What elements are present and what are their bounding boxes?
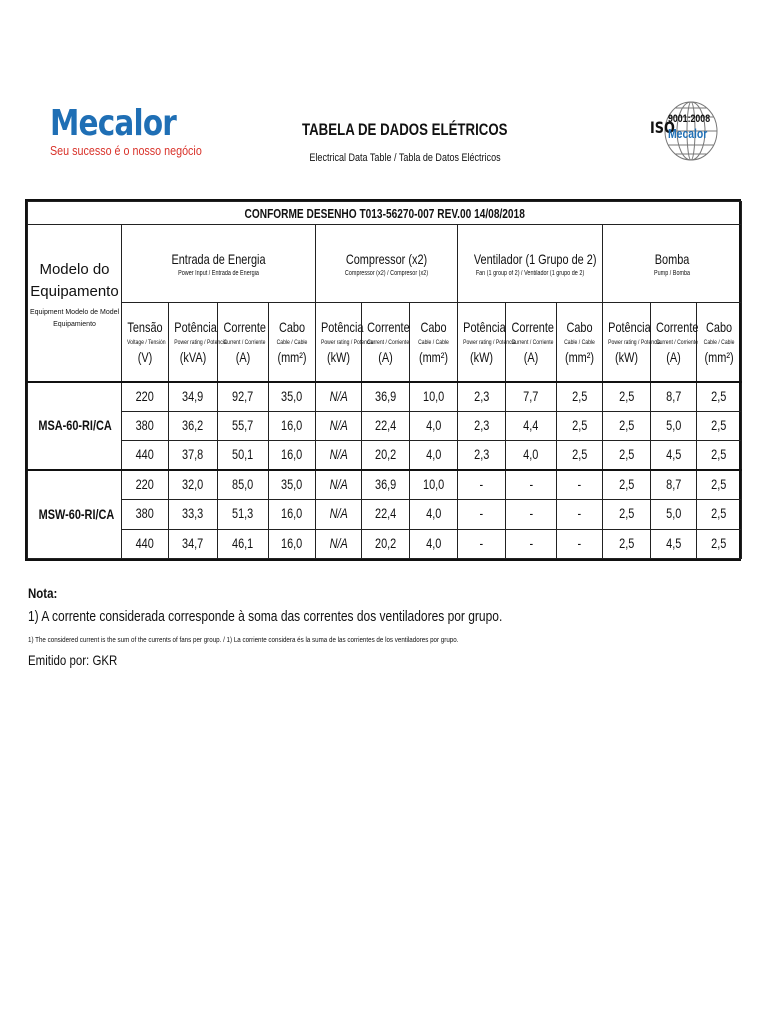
table-cell: 5,0 bbox=[651, 411, 697, 440]
table-cell: 35,0 bbox=[269, 470, 316, 499]
table-cell: 20,2 bbox=[362, 529, 410, 558]
table-row bbox=[28, 529, 742, 558]
column-label: Tensão bbox=[127, 319, 163, 336]
table-cell: 220 bbox=[122, 382, 169, 411]
column-unit: (kW) bbox=[326, 349, 351, 366]
table-cell: 36,9 bbox=[362, 470, 410, 499]
column-unit: (kW) bbox=[469, 349, 494, 366]
table-row bbox=[28, 411, 742, 440]
mecalor-logo bbox=[50, 103, 220, 166]
column-header bbox=[169, 303, 227, 382]
brand-slogan: Seu sucesso é o nosso negócio bbox=[50, 144, 202, 158]
table-cell: 2,5 bbox=[697, 470, 742, 499]
column-header bbox=[316, 303, 374, 382]
table-cell: - bbox=[506, 500, 557, 529]
column-label: Potência bbox=[320, 319, 364, 336]
table-cell: 2,5 bbox=[697, 529, 742, 558]
column-label: Corrente bbox=[655, 319, 699, 336]
document-title-block bbox=[250, 120, 560, 164]
column-header bbox=[506, 303, 557, 382]
brand-name: Mecalor bbox=[50, 103, 177, 144]
table-cell: 2,5 bbox=[697, 411, 742, 440]
column-sublabel: Current / Corriente bbox=[223, 339, 266, 347]
table-cell: 2,5 bbox=[697, 382, 742, 411]
table-cell: 22,4 bbox=[362, 411, 410, 440]
column-label: Cabo bbox=[278, 319, 306, 336]
table-cell: 20,2 bbox=[362, 441, 410, 470]
table-cell: 22,4 bbox=[362, 500, 410, 529]
table-cell: 2,5 bbox=[557, 382, 603, 411]
table-cell: 8,7 bbox=[651, 470, 697, 499]
table-cell: 55,7 bbox=[218, 411, 269, 440]
table-cell: - bbox=[506, 470, 557, 499]
column-header bbox=[603, 303, 661, 382]
table-cell: 7,7 bbox=[506, 382, 557, 411]
table-cell: 4,0 bbox=[410, 441, 458, 470]
table-cell: 2,5 bbox=[697, 441, 742, 470]
column-unit: (V) bbox=[137, 349, 153, 366]
table-cell: 2,5 bbox=[603, 441, 651, 470]
column-header bbox=[458, 303, 516, 382]
table-cell: 440 bbox=[122, 529, 169, 558]
column-sublabel: Cable / Cable bbox=[564, 339, 595, 347]
group-compressor: Compressor (x2) Compressor (x2) / Compresor (x2) bbox=[316, 225, 458, 303]
table-cell: 85,0 bbox=[218, 470, 269, 499]
table-cell: 2,5 bbox=[603, 411, 651, 440]
iso-certification-badge bbox=[650, 100, 722, 162]
table-cell: N/A bbox=[316, 441, 362, 470]
table-cell: N/A bbox=[316, 470, 362, 499]
document-subtitle: Electrical Data Table / Tabla de Datos Eléctricos bbox=[309, 152, 501, 164]
column-sublabel: Voltage / Tensión bbox=[127, 339, 166, 347]
table-cell: 46,1 bbox=[218, 529, 269, 558]
column-sublabel: Cable / Cable bbox=[276, 339, 308, 347]
table-cell: 8,7 bbox=[651, 382, 697, 411]
table-cell: 4,4 bbox=[506, 411, 557, 440]
column-sublabel: Current / Corriente bbox=[511, 339, 554, 347]
table-cell: 33,3 bbox=[169, 500, 218, 529]
column-unit: (A) bbox=[235, 349, 251, 366]
table-cell: 10,0 bbox=[410, 470, 458, 499]
column-unit: (mm²) bbox=[418, 349, 449, 366]
table-cell: 4,0 bbox=[410, 529, 458, 558]
column-label: Potência bbox=[463, 319, 506, 336]
column-label: Corrente bbox=[511, 319, 554, 336]
table-cell: - bbox=[506, 529, 557, 558]
column-unit: (kW) bbox=[614, 349, 639, 366]
column-unit: (kVA) bbox=[179, 349, 207, 366]
note-line-pt: 1) A corrente considerada corresponde à soma das correntes dos ventiladores por grupo. bbox=[28, 608, 503, 625]
table-cell: 34,9 bbox=[169, 382, 218, 411]
table-cell: 36,2 bbox=[169, 411, 218, 440]
column-header bbox=[557, 303, 603, 382]
table-cell: 4,0 bbox=[410, 500, 458, 529]
table-cell: 2,5 bbox=[603, 382, 651, 411]
iso-brand: Mecalor bbox=[668, 126, 708, 141]
issued-by: Emitido por: GKR bbox=[28, 652, 118, 668]
electrical-data-table bbox=[25, 199, 741, 561]
table-cell: 37,8 bbox=[169, 441, 218, 470]
table-cell: 16,0 bbox=[269, 441, 316, 470]
table-cell: 5,0 bbox=[651, 500, 697, 529]
table-cell: 36,9 bbox=[362, 382, 410, 411]
table-row bbox=[28, 500, 742, 529]
column-header bbox=[269, 303, 316, 382]
column-unit: (mm²) bbox=[277, 349, 307, 366]
column-unit: (A) bbox=[378, 349, 393, 366]
table-cell: 10,0 bbox=[410, 382, 458, 411]
column-label: Cabo bbox=[705, 319, 733, 336]
table-cell: 2,5 bbox=[603, 500, 651, 529]
table-cell: 4,5 bbox=[651, 441, 697, 470]
table-cell: 16,0 bbox=[269, 411, 316, 440]
table-cell: - bbox=[557, 500, 603, 529]
table-cell: 92,7 bbox=[218, 382, 269, 411]
model-header: Modelo do Equipamento Equipment Modelo de Model Equipamiento bbox=[28, 225, 122, 382]
table-cell: 2,3 bbox=[458, 441, 506, 470]
column-unit: (mm²) bbox=[564, 349, 595, 366]
group-fan: Ventilador (1 Grupo de 2) Fan (1 group of 2) / Ventilador (1 grupo de 2) bbox=[458, 225, 603, 303]
table-cell: - bbox=[557, 470, 603, 499]
column-sublabel: Cable / Cable bbox=[703, 339, 735, 347]
note-line-en-es: 1) The considered current is the sum of the currents of fans per group. / 1) La corriente considera és la suma de las corrientes de los ventiladores por grupo. bbox=[28, 635, 459, 644]
iso-label: ISO bbox=[650, 118, 675, 137]
table-row bbox=[28, 441, 742, 470]
table-cell: 2,5 bbox=[557, 411, 603, 440]
document-title: TABELA DE DADOS ELÉTRICOS bbox=[302, 120, 508, 139]
model-name: MSW-60-RI/CA bbox=[28, 470, 122, 558]
drawing-reference: CONFORME DESENHO T013-56270-007 REV.00 14/08/2018 bbox=[28, 202, 742, 225]
column-header bbox=[410, 303, 458, 382]
column-label: Corrente bbox=[367, 319, 410, 336]
table-cell: 35,0 bbox=[269, 382, 316, 411]
column-sublabel: Current / Corriente bbox=[367, 339, 410, 347]
column-label: Corrente bbox=[223, 319, 266, 336]
table-cell: - bbox=[557, 529, 603, 558]
table-cell: 4,0 bbox=[506, 441, 557, 470]
table-cell: 2,3 bbox=[458, 382, 506, 411]
table-cell: - bbox=[458, 500, 506, 529]
table-cell: 2,5 bbox=[557, 441, 603, 470]
column-sublabel: Current / Corriente bbox=[655, 339, 698, 347]
notes-title: Nota: bbox=[28, 585, 58, 601]
notes-section bbox=[28, 585, 748, 668]
column-header bbox=[218, 303, 269, 382]
table-cell: 2,5 bbox=[603, 470, 651, 499]
column-unit: (A) bbox=[523, 349, 539, 366]
table-cell: 2,3 bbox=[458, 411, 506, 440]
table-cell: 380 bbox=[122, 500, 169, 529]
model-name: MSA-60-RI/CA bbox=[28, 382, 122, 470]
column-sublabel: Power rating / Potencia bbox=[320, 339, 374, 347]
column-sublabel: Power rating / Potencia bbox=[174, 339, 227, 347]
table-row bbox=[28, 470, 742, 499]
table-cell: - bbox=[458, 470, 506, 499]
table-row bbox=[28, 382, 742, 411]
iso-standard: 9001:2008 bbox=[668, 113, 711, 125]
column-sublabel: Cable / Cable bbox=[418, 339, 449, 347]
column-label: Cabo bbox=[566, 319, 593, 336]
table-cell: - bbox=[458, 529, 506, 558]
table-cell: 34,7 bbox=[169, 529, 218, 558]
table-cell: N/A bbox=[316, 500, 362, 529]
table-cell: 440 bbox=[122, 441, 169, 470]
column-header bbox=[122, 303, 169, 382]
column-sublabel: Power rating / Potencia bbox=[608, 339, 661, 347]
table-cell: 380 bbox=[122, 411, 169, 440]
table-cell: N/A bbox=[316, 529, 362, 558]
column-header bbox=[697, 303, 742, 382]
table-cell: N/A bbox=[316, 411, 362, 440]
table-cell: 16,0 bbox=[269, 500, 316, 529]
table-cell: 220 bbox=[122, 470, 169, 499]
column-header bbox=[651, 303, 697, 382]
column-unit: (A) bbox=[666, 349, 681, 366]
table-cell: 4,0 bbox=[410, 411, 458, 440]
table-cell: 16,0 bbox=[269, 529, 316, 558]
column-sublabel: Power rating / Potencia bbox=[463, 339, 516, 347]
table-cell: N/A bbox=[316, 382, 362, 411]
column-unit: (mm²) bbox=[704, 349, 734, 366]
column-label: Potência bbox=[608, 319, 651, 336]
group-power-input: Entrada de Energia Power Input / Entrada de Energia bbox=[122, 225, 316, 303]
column-label: Cabo bbox=[420, 319, 447, 336]
table-cell: 51,3 bbox=[218, 500, 269, 529]
table-cell: 50,1 bbox=[218, 441, 269, 470]
table-cell: 4,5 bbox=[651, 529, 697, 558]
table-cell: 32,0 bbox=[169, 470, 218, 499]
table-cell: 2,5 bbox=[697, 500, 742, 529]
column-label: Potência bbox=[174, 319, 217, 336]
column-header bbox=[362, 303, 410, 382]
table-cell: 2,5 bbox=[603, 529, 651, 558]
group-pump: Bomba Pump / Bomba bbox=[603, 225, 742, 303]
